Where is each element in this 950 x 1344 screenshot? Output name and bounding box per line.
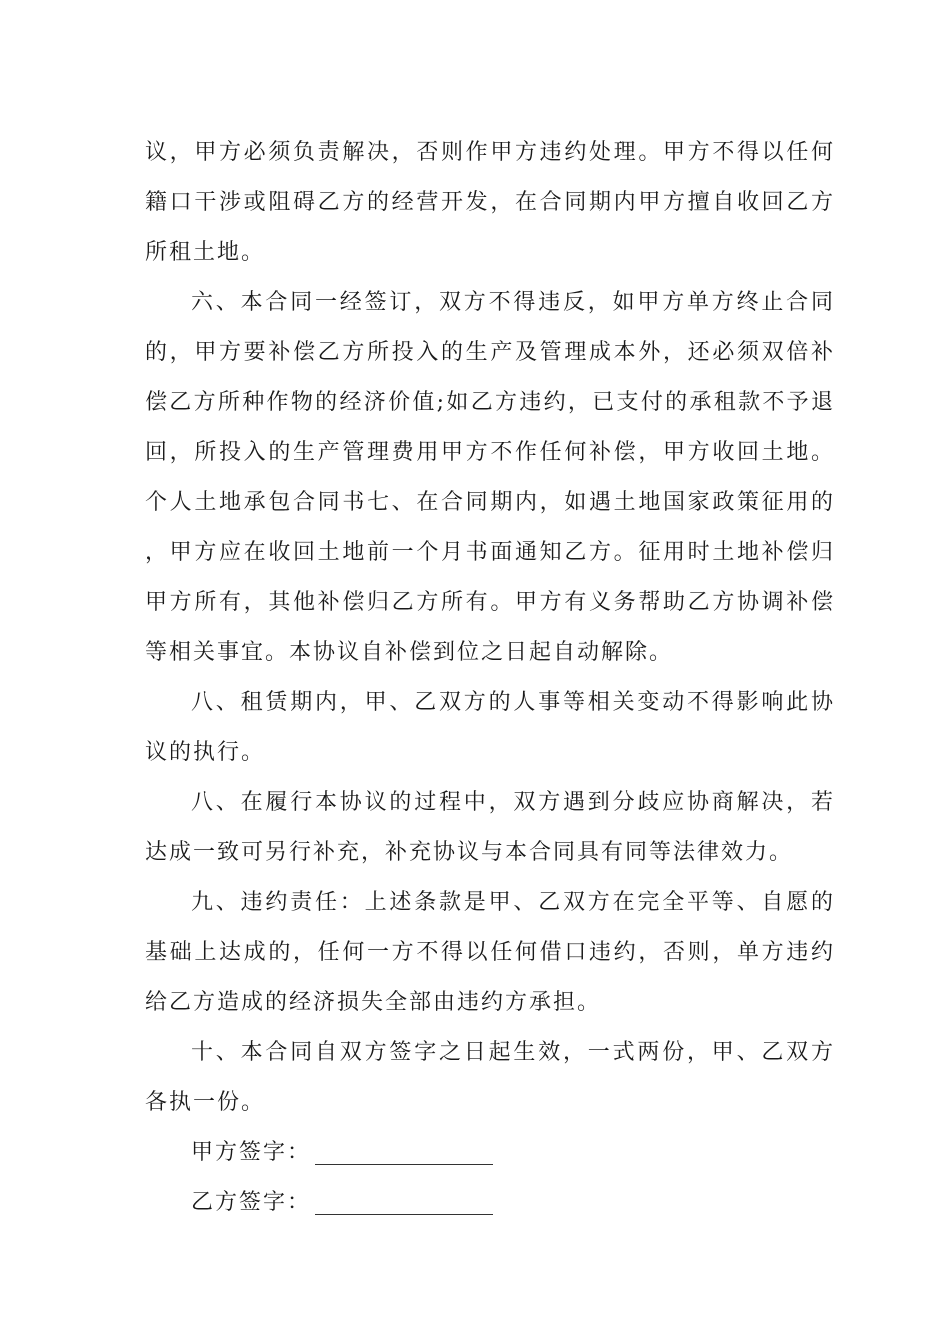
party-b-signature-line[interactable] (315, 1213, 493, 1215)
paragraph-continuation: 议，甲方必须负责解决，否则作甲方违约处理。甲方不得以任何籍口干涉或阻碍乙方的经营开发，在合同期内甲方擅自收回乙方所租土地。 (145, 140, 835, 265)
party-a-signature-label: 甲方签字： (191, 1140, 312, 1165)
paragraph-clause-10: 十、本合同自双方签字之日起生效，一式两份，甲、乙双方各执一份。 (145, 1040, 835, 1115)
document-body (145, 128, 835, 1228)
party-b-signature-label: 乙方签字： (191, 1190, 312, 1215)
paragraph-clause-8b: 八、在履行本协议的过程中，双方遇到分歧应协商解决，若达成一致可另行补充，补充协议与本合同具有同等法律效力。 (145, 790, 835, 865)
party-b-signature-row (145, 1178, 835, 1228)
party-a-signature-line[interactable] (315, 1163, 493, 1165)
paragraph-clause-8a: 八、租赁期内，甲、乙双方的人事等相关变动不得影响此协议的执行。 (145, 690, 835, 765)
paragraph-clause-9: 九、违约责任：上述条款是甲、乙双方在完全平等、自愿的基础上达成的，任何一方不得以任何借口违约，否则，单方违约给乙方造成的经济损失全部由违约方承担。 (145, 890, 835, 1015)
paragraph-clause-6-7: 六、本合同一经签订，双方不得违反，如甲方单方终止合同的，甲方要补偿乙方所投入的生产及管理成本外，还必须双倍补偿乙方所种作物的经济价值;如乙方违约，已支付的承租款不予退回，所投入的生产管理费用甲方不作任何补偿，甲方收回土地。个人土地承包合同书七、在合同期内，如遇土地国家政策征用的，甲方应在收回土地前一个月书面通知乙方。征用时土地补偿归甲方所有，其他补偿归乙方所有。甲方有义务帮助乙方协调补偿等相关事宜。本协议自补偿到位之日起自动解除。 (145, 290, 835, 665)
party-a-signature-row (145, 1128, 835, 1178)
